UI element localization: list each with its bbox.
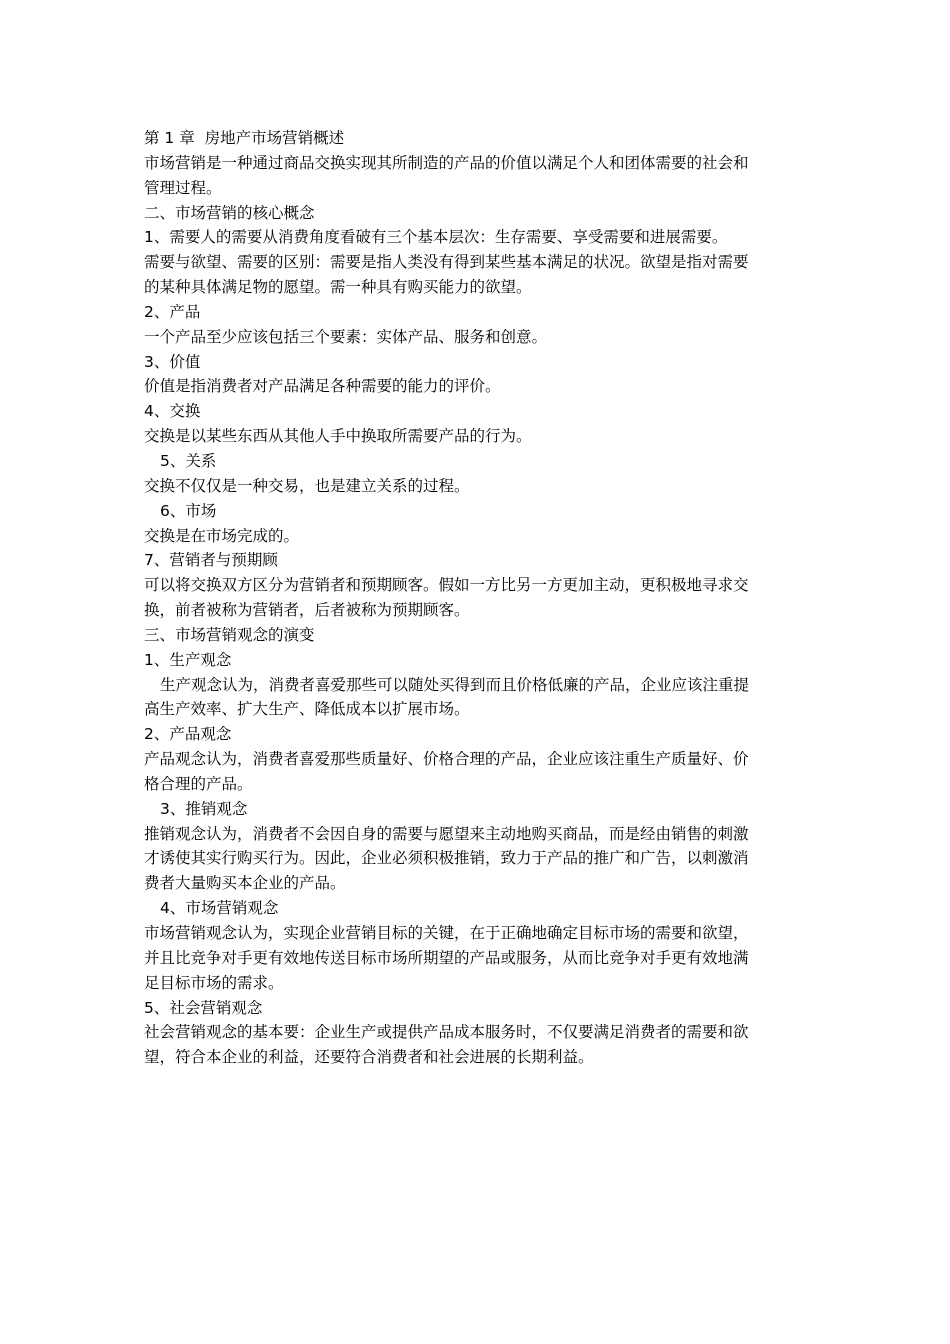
- subsection-heading: 3、价值: [144, 352, 201, 371]
- paragraph-line: 一个产品至少应该包括三个要素：实体产品、服务和创意。: [144, 327, 548, 346]
- paragraph-line: 才诱使其实行购买行为。因此，企业必须积极推销，致力于产品的推广和广告，以刺激消: [144, 849, 749, 868]
- subsection-heading: 7、营销者与预期顾: [144, 551, 278, 570]
- paragraph-line: 交换是在市场完成的。: [144, 526, 300, 545]
- paragraph-line: 价值是指消费者对产品满足各种需要的能力的评价。: [144, 377, 501, 396]
- paragraph-line: 费者大量购买本企业的产品。: [144, 874, 346, 893]
- paragraph-line: 社会营销观念的基本要：企业生产或提供产品成本服务时，不仅要满足消费者的需要和欲: [144, 1023, 749, 1042]
- paragraph-line: 市场营销观念认为，实现企业营销目标的关键，在于正确地确定目标市场的需要和欲望，: [144, 924, 749, 942]
- subsection-heading: 1、生产观念: [144, 650, 232, 669]
- subsection-heading: 6、市场: [160, 501, 217, 520]
- subsection-heading: 5、社会营销观念: [144, 998, 263, 1017]
- subsection-heading: 5、关系: [160, 451, 217, 470]
- paragraph-line: 生产观念认为，消费者喜爱那些可以随处买得到而且价格低廉的产品，企业应该注重提: [160, 675, 750, 694]
- paragraph-line: 的某种具体满足物的愿望。需一种具有购买能力的欲望。: [144, 278, 532, 297]
- paragraph-line: 管理过程。: [144, 178, 222, 197]
- paragraph-line: 产品观念认为，消费者喜爱那些质量好、价格合理的产品，企业应该注重生产质量好、价: [144, 750, 749, 769]
- paragraph-line: 交换不仅仅是一种交易，也是建立关系的过程。: [144, 476, 470, 495]
- chapter-title: 第 1 章 房地产市场营销概述: [144, 129, 345, 147]
- subsection-heading: 3、推销观念: [160, 799, 248, 818]
- paragraph-line: 换，前者被称为营销者，后者被称为预期顾客。: [144, 601, 470, 620]
- section-heading: 二、市场营销的核心概念: [144, 203, 315, 222]
- paragraph-line: 交换是以某些东西从其他人手中换取所需要产品的行为。: [144, 427, 532, 446]
- paragraph-line: 格合理的产品。: [144, 774, 253, 793]
- document-page: [144, 126, 810, 1070]
- subsection-heading: 2、产品: [144, 302, 201, 321]
- paragraph-line: 高生产效率、扩大生产、降低成本以扩展市场。: [144, 700, 470, 719]
- section-heading: 三、市场营销观念的演变: [144, 625, 315, 644]
- subsection-heading: 4、交换: [144, 402, 201, 421]
- paragraph-line: 望，符合本企业的利益，还要符合消费者和社会进展的长期利益。: [144, 1048, 594, 1067]
- paragraph-line: 推销观念认为，消费者不会因自身的需要与愿望来主动地购买商品，而是经由销售的刺激: [144, 824, 749, 843]
- paragraph-line: 1、需要人的需要从消费角度看破有三个基本层次：生存需要、享受需要和进展需要。: [144, 228, 728, 247]
- paragraph-line: 足目标市场的需求。: [144, 973, 284, 992]
- paragraph-line: 并且比竞争对手更有效地传送目标市场所期望的产品或服务，从而比竞争对手更有效地满: [144, 948, 749, 967]
- paragraph-line: 市场营销是一种通过商品交换实现其所制造的产品的价值以满足个人和团体需要的社会和: [144, 153, 749, 172]
- paragraph-line: 可以将交换双方区分为营销者和预期顾客。假如一方比另一方更加主动，更积极地寻求交: [144, 576, 749, 595]
- subsection-heading: 4、市场营销观念: [160, 899, 279, 918]
- subsection-heading: 2、产品观念: [144, 725, 232, 744]
- paragraph-line: 需要与欲望、需要的区别：需要是指人类没有得到某些基本满足的状况。欲望是指对需要: [144, 253, 749, 272]
